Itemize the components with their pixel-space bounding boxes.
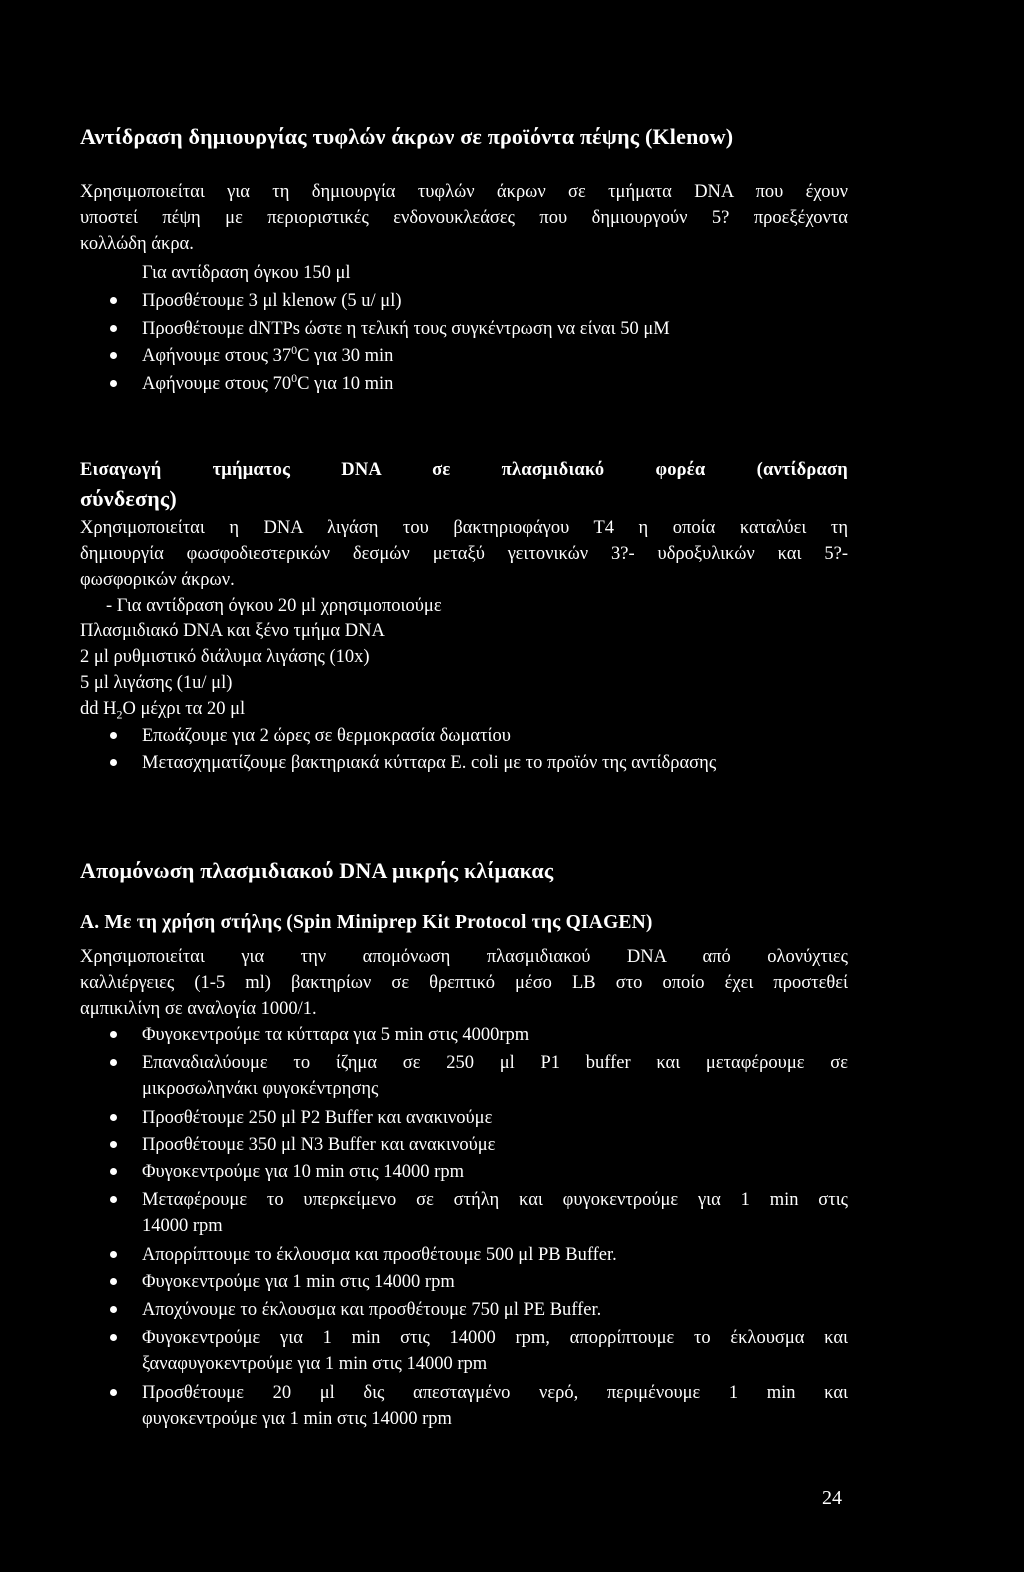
bullet-icon — [110, 1278, 117, 1285]
list-item: Αφήνουμε στους $70^0C$ για 10 min — [142, 370, 394, 394]
subheading-spin-column: Α. Με τη χρήση στήλης (Spin Miniprep Kit Protocol της QIAGEN) — [80, 912, 653, 933]
paragraph-line: καλλιέργειες (1-5 ml) βακτηρίων σε θρεπτικό μέσο LB στο οποίο έχει προστεθεί — [80, 973, 848, 993]
bullet-icon — [110, 1059, 117, 1066]
component-line: 5 μl λιγάσης (1u/ μl) — [80, 673, 233, 693]
paragraph-line: Χρησιμοποιείται η DNA λιγάση του βακτηριοφάγου Τ4 η οποία καταλύει τη — [80, 518, 848, 538]
paragraph-line: κολλώδη άκρα. — [80, 234, 194, 254]
protocol-step-cont: 14000 rpm — [142, 1216, 223, 1236]
component-line: Πλασμιδιακό DNA και ξένο τμήμα DNA — [80, 621, 385, 641]
section-heading-ligation-cont: σύνδεσης) — [80, 486, 177, 511]
protocol-step: Φυγοκεντρούμε για 10 min στις 14000 rpm — [142, 1162, 464, 1182]
page-number: 24 — [822, 1487, 842, 1509]
protocol-step: Προσθέτουμε 250 μl P2 Buffer και ανακινούμε — [142, 1108, 493, 1128]
reaction-volume-line: - Για αντίδραση όγκου 20 μl χρησιμοποιούμε — [106, 596, 442, 616]
list-item: Προσθέτουμε dNTPs ώστε η τελική τους συγκέντρωση να είναι 50 μM — [142, 319, 670, 339]
bullet-icon — [110, 1141, 117, 1148]
bullet-icon — [110, 1196, 117, 1203]
bullet-icon — [110, 1251, 117, 1258]
reaction-volume-line: Για αντίδραση όγκου 150 μl — [142, 263, 351, 283]
protocol-step-cont: φυγοκεντρούμε για 1 min στις 14000 rpm — [142, 1409, 452, 1429]
bullet-icon — [110, 1389, 117, 1396]
bullet-icon — [110, 297, 117, 304]
paragraph-line: Χρησιμοποιείται για τη δημιουργία τυφλών άκρων σε τμήματα DNA που έχουν — [80, 182, 848, 202]
bullet-icon — [110, 1306, 117, 1313]
bullet-icon — [110, 325, 117, 332]
list-item: Προσθέτουμε 3 μl klenow (5 u/ μl) — [142, 291, 402, 311]
protocol-step-cont: ξαναφυγοκεντρούμε για 1 min στις 14000 rpm — [142, 1354, 488, 1374]
paragraph-line: υποστεί πέψη με περιοριστικές ενδονουκλεάσες που δημιουργούν 5? προεξέχοντα — [80, 208, 848, 228]
list-item: Μετασχηματίζουμε βακτηριακά κύτταρα E. coli με το προϊόν της αντίδρασης — [142, 753, 717, 773]
bullet-icon — [110, 1168, 117, 1175]
bullet-icon — [110, 732, 117, 739]
bullet-icon — [110, 380, 117, 387]
section-heading-miniprep: Απομόνωση πλασμιδιακού DNA μικρής κλίμακας — [80, 858, 554, 883]
protocol-step: Προσθέτουμε 20 μl δις απεσταγμένο νερό, περιμένουμε 1 min και — [142, 1383, 848, 1403]
protocol-step: Επαναδιαλύουμε το ίζημα σε 250 μl P1 buffer και μεταφέρουμε σε — [142, 1053, 848, 1073]
paragraph-line: αμπικιλίνη σε αναλογία 1000/1. — [80, 999, 317, 1019]
protocol-step: Φυγοκεντρούμε για 1 min στις 14000 rpm, απορρίπτουμε το έκλουσμα και — [142, 1328, 848, 1348]
list-item: Αφήνουμε στους $37^0C$ για 30 min — [142, 342, 394, 366]
component-line: dd $H_2O$ μέχρι τα 20 μl — [80, 699, 246, 722]
bullet-icon — [110, 1334, 117, 1341]
paragraph-line: φωσφορικών άκρων. — [80, 570, 235, 590]
bullet-icon — [110, 1114, 117, 1121]
list-item: Επωάζουμε για 2 ώρες σε θερμοκρασία δωματίου — [142, 726, 511, 746]
protocol-step: Προσθέτουμε 350 μl N3 Buffer και ανακινούμε — [142, 1135, 496, 1155]
protocol-step: Μεταφέρουμε το υπερκείμενο σε στήλη και φυγοκεντρούμε για 1 min στις — [142, 1190, 848, 1210]
section-heading-klenow: Αντίδραση δημιουργίας τυφλών άκρων σε προϊόντα πέψης (Klenow) — [80, 124, 734, 149]
protocol-step: Απορρίπτουμε το έκλουσμα και προσθέτουμε 500 μl PB Buffer. — [142, 1245, 617, 1265]
protocol-step: Αποχύνουμε το έκλουσμα και προσθέτουμε 750 μl PE Buffer. — [142, 1300, 602, 1320]
paragraph-line: δημιουργία φωσφοδιεστερικών δεσμών μεταξύ γειτονικών 3?- υδροξυλικών και 5?- — [80, 544, 848, 564]
section-heading-ligation: Εισαγωγή τμήματος DNA σε πλασμιδιακό φορέα (αντίδραση — [80, 460, 848, 480]
protocol-step: Φυγοκεντρούμε για 1 min στις 14000 rpm — [142, 1272, 455, 1292]
bullet-icon — [110, 352, 117, 359]
paragraph-line: Χρησιμοποιείται για την απομόνωση πλασμιδιακού DNA από ολονύχτιες — [80, 947, 848, 967]
protocol-step-cont: μικροσωληνάκι φυγοκέντρησης — [142, 1079, 379, 1099]
bullet-icon — [110, 759, 117, 766]
component-line: 2 μl ρυθμιστικό διάλυμα λιγάσης (10x) — [80, 647, 370, 667]
bullet-icon — [110, 1031, 117, 1038]
protocol-step: Φυγοκεντρούμε τα κύτταρα για 5 min στις 4000rpm — [142, 1025, 530, 1045]
